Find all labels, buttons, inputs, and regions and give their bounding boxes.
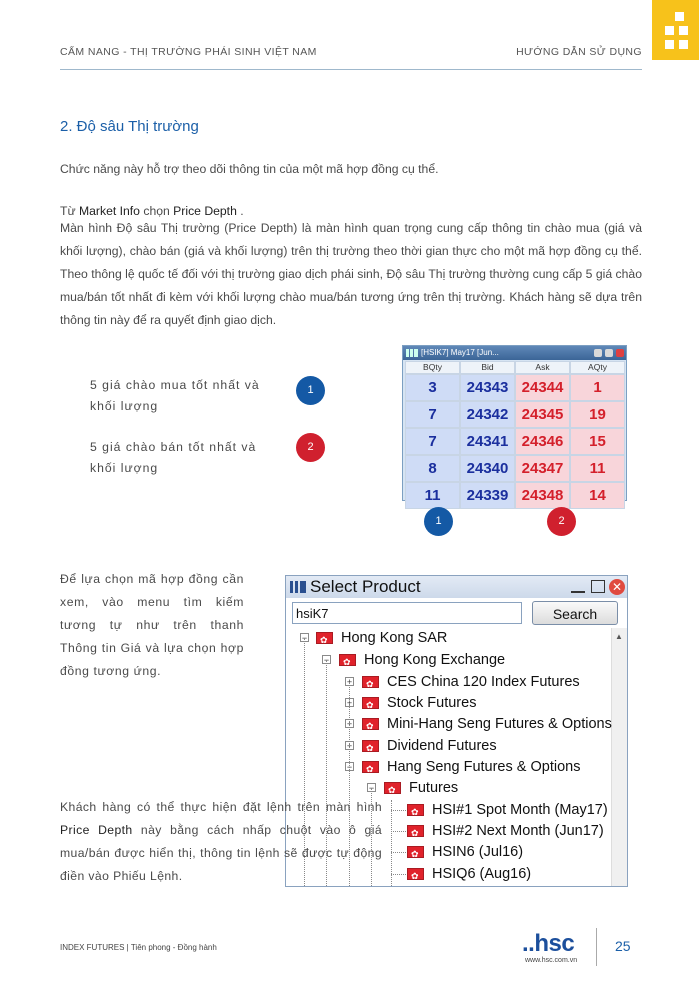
ask-column-badge: 2 <box>547 507 576 536</box>
hk-flag-icon <box>407 804 424 816</box>
ask-price-cell[interactable]: 24348 <box>515 482 570 509</box>
tree-item[interactable] <box>286 693 606 714</box>
tree-item[interactable] <box>286 736 606 757</box>
tree-item-label: Stock Futures <box>387 695 477 711</box>
signal-icon <box>290 581 306 593</box>
nav-item-name: Price Depth <box>173 204 237 218</box>
minimize-icon[interactable] <box>571 580 585 593</box>
depth-header: Bid <box>460 361 515 374</box>
hk-flag-icon <box>339 654 356 666</box>
footer-url: www.hsc.com.vn <box>525 957 578 964</box>
order-text-a: Khách hàng có thể thực hiện đặt lệnh trên màn hình <box>60 800 382 814</box>
ask-price-cell[interactable]: 24347 <box>515 455 570 482</box>
tree-scrollbar[interactable] <box>611 628 627 887</box>
order-text-term: Price Depth <box>60 823 133 837</box>
nav-mid: chọn <box>139 204 174 218</box>
bid-qty-cell[interactable]: 7 <box>405 428 460 455</box>
tree-item[interactable] <box>286 757 606 778</box>
tree-item[interactable] <box>286 628 606 649</box>
tree-item-label: Futures <box>409 780 459 796</box>
hk-flag-icon <box>362 718 379 730</box>
tree-item-label: HSI#1 Spot Month (May17) <box>432 802 608 818</box>
select-product-titlebar <box>286 576 627 598</box>
maximize-icon[interactable] <box>605 349 613 357</box>
legend-bid-label: 5 giá chào mua tốt nhất và khối lượng <box>90 378 260 413</box>
hk-flag-icon <box>384 782 401 794</box>
maximize-icon[interactable] <box>591 580 605 593</box>
tree-item-label: HSI#2 Next Month (Jun17) <box>432 823 604 839</box>
tree-item-label: HSIQ6 (Aug16) <box>432 866 532 882</box>
legend-ask-label: 5 giá chào bán tốt nhất và khối lượng <box>90 440 257 475</box>
tree-item[interactable] <box>286 672 606 693</box>
product-search-input[interactable]: hsiK7 <box>292 602 522 624</box>
hk-flag-icon <box>362 697 379 709</box>
tree-item-label: Hang Seng Futures & Options <box>387 759 581 775</box>
close-icon[interactable] <box>616 349 624 357</box>
scroll-up-icon[interactable]: ▲ <box>615 632 623 641</box>
tree-item-label: Dividend Futures <box>387 738 497 754</box>
depth-header: Ask <box>515 361 570 374</box>
collapse-icon[interactable]: − <box>346 762 353 772</box>
nav-suffix: . <box>236 204 244 218</box>
hsc-logo: ..hsc <box>522 930 575 957</box>
tree-connector <box>391 852 406 853</box>
bid-price-cell[interactable]: 24342 <box>460 401 515 428</box>
corner-logo-block <box>652 0 699 60</box>
tree-item-label: CES China 120 Index Futures <box>387 674 580 690</box>
expand-icon[interactable]: + <box>346 741 353 751</box>
depth-header: AQty <box>570 361 625 374</box>
bid-qty-cell[interactable]: 3 <box>405 374 460 401</box>
corner-square-icon <box>675 12 684 21</box>
hk-flag-icon <box>362 740 379 752</box>
collapse-icon[interactable]: − <box>323 655 330 665</box>
body-paragraph: Màn hình Độ sâu Thị trường (Price Depth) là màn hình quan trọng cung cấp thông tin chào mua (giá và khối lượng), chào bán (giá và khối lượng) trên thị trường theo thời gian thực cho một mã hợp đồng cụ thể. Theo thông lệ quốc tế đối với thị trường giao dịch phái sinh, Độ sâu Thị trường thường cung cấp 5 giá chào mua/bán tốt nhất đi kèm với khối lượng chào mua/bán tương ứng trên thị trường. Khách hàng sẽ dựa trên thông tin này để ra quyết định giao dịch. <box>60 221 642 327</box>
order-text-c: này bằng cách nhấp chuột vào ô giá mua/bán được hiển thị, thông tin lệnh sẽ được tự động điền vào Phiếu Lệnh. <box>60 823 383 883</box>
tree-connector <box>391 810 406 811</box>
intro-paragraph: Chức năng này hỗ trợ theo dõi thông tin của một mã hợp đồng cụ thể. <box>60 162 439 176</box>
bid-price-cell[interactable]: 24343 <box>460 374 515 401</box>
ask-qty-cell[interactable]: 15 <box>570 428 625 455</box>
price-depth-title: [HSIK7] May17 [Jun... <box>421 348 499 357</box>
tree-connector <box>391 874 406 875</box>
section-title: 2. Độ sâu Thị trường <box>60 118 199 135</box>
hk-flag-icon <box>316 632 333 644</box>
tree-item-label: HSIN6 (Jul16) <box>432 844 524 860</box>
expand-icon[interactable]: + <box>346 698 353 708</box>
header-section: HƯỚNG DẪN SỬ DỤNG <box>516 46 642 58</box>
tree-item-label: Hong Kong Exchange <box>364 652 506 668</box>
expand-icon[interactable]: + <box>346 677 353 687</box>
depth-header: BQty <box>405 361 460 374</box>
ask-price-cell[interactable]: 24345 <box>515 401 570 428</box>
ask-price-cell[interactable]: 24346 <box>515 428 570 455</box>
bid-column-badge: 1 <box>424 507 453 536</box>
corner-square-icon <box>679 40 688 49</box>
tree-connector <box>391 831 406 832</box>
ask-qty-cell[interactable]: 1 <box>570 374 625 401</box>
tree-item[interactable] <box>286 714 611 735</box>
price-depth-window <box>402 345 627 504</box>
hk-flag-icon <box>362 676 379 688</box>
legend-ask-badge: 2 <box>296 433 325 462</box>
expand-icon[interactable]: + <box>346 719 353 729</box>
select-product-title: Select Product <box>310 577 421 596</box>
footer-left: INDEX FUTURES | Tiên phong - Đồng hành <box>60 943 217 952</box>
hk-flag-icon <box>407 868 424 880</box>
header-divider <box>60 69 642 70</box>
ask-qty-cell[interactable]: 14 <box>570 482 625 509</box>
order-paragraph <box>60 796 382 888</box>
select-paragraph: Để lựa chọn mã hợp đồng cần xem, vào menu tìm kiếm tương tự như trên thanh Thông tin Giá và lựa chọn hợp đồng tương ứng. <box>60 572 244 678</box>
bid-qty-cell[interactable]: 7 <box>405 401 460 428</box>
ask-qty-cell[interactable]: 19 <box>570 401 625 428</box>
collapse-icon[interactable]: − <box>301 633 308 643</box>
bid-qty-cell[interactable]: 11 <box>405 482 460 509</box>
corner-square-icon <box>679 26 688 35</box>
bid-qty-cell[interactable]: 8 <box>405 455 460 482</box>
tree-item[interactable] <box>286 650 606 671</box>
signal-icon <box>406 349 418 357</box>
nav-prefix: Từ <box>60 204 79 218</box>
hk-flag-icon <box>407 825 424 837</box>
legend-bid-badge: 1 <box>296 376 325 405</box>
depth-table <box>405 361 624 509</box>
nav-menu-name: Market Info <box>79 204 140 218</box>
header-title: CẨM NANG - THỊ TRƯỜNG PHÁI SINH VIỆT NAM <box>60 46 317 58</box>
minimize-icon[interactable] <box>594 349 602 357</box>
hk-flag-icon <box>362 761 379 773</box>
bid-price-cell[interactable]: 24341 <box>460 428 515 455</box>
hk-flag-icon <box>407 846 424 858</box>
search-button[interactable]: Search <box>532 601 618 625</box>
price-depth-titlebar <box>403 346 626 360</box>
collapse-icon[interactable]: − <box>368 783 375 793</box>
footer-divider <box>596 928 597 966</box>
ask-price-cell[interactable]: 24344 <box>515 374 570 401</box>
close-icon[interactable]: ✕ <box>609 579 625 595</box>
bid-price-cell[interactable]: 24340 <box>460 455 515 482</box>
page-number: 25 <box>615 938 631 954</box>
corner-square-icon <box>665 40 674 49</box>
tree-item-label: Mini-Hang Seng Futures & Options <box>387 716 612 732</box>
corner-square-icon <box>665 26 674 35</box>
bid-price-cell[interactable]: 24339 <box>460 482 515 509</box>
tree-item-label: Hong Kong SAR <box>341 630 448 646</box>
tree-guide <box>391 800 392 887</box>
ask-qty-cell[interactable]: 11 <box>570 455 625 482</box>
